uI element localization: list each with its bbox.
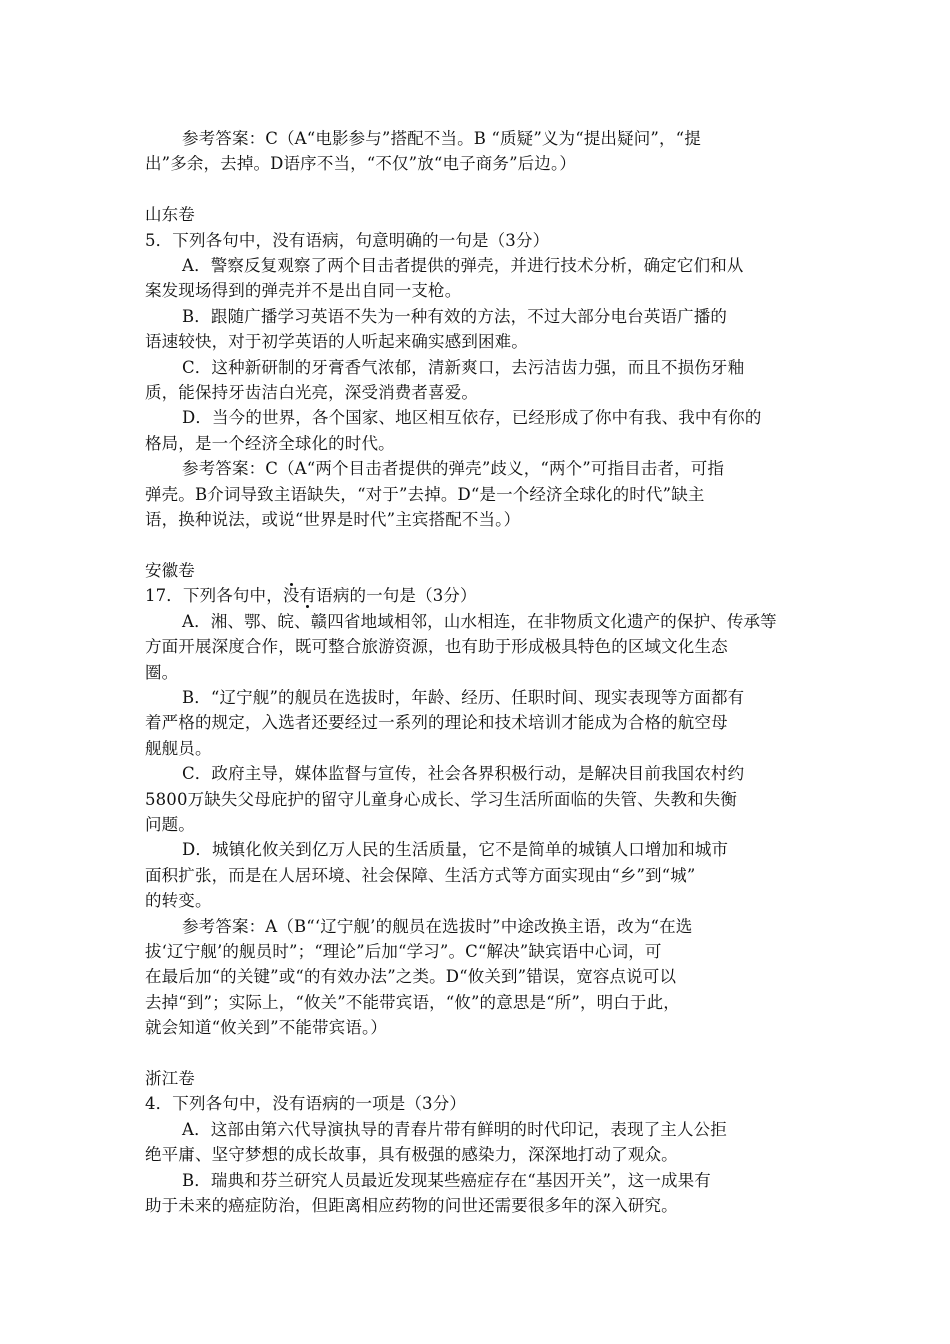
anhui-question-prefix: 17．下列各句中，: [145, 586, 283, 606]
shandong-option-c-line-1: C．这种新研制的牙膏香气浓郁，清新爽口，去污洁齿力强，而且不损伤牙釉: [182, 357, 745, 377]
zhejiang-option-b-line-2: 助于未来的癌症防治，但距离相应药物的问世还需要很多年的深入研究。: [145, 1196, 678, 1216]
shandong-answer-line-2: 弹壳。B介词导致主语缺失，“对于”去掉。D“是一个经济全球化的时代”缺主: [145, 484, 705, 504]
spacer: [145, 177, 815, 202]
anhui-option-b-line-1: B．“辽宁舰”的舰员在选拔时，年龄、经历、任职时间、现实表现等方面都有: [182, 687, 745, 707]
spacer: [145, 1041, 815, 1066]
zhejiang-heading: 浙江卷: [145, 1068, 195, 1088]
anhui-answer-line-1: 参考答案：A（B“‘辽宁舰’的舰员在选拔时”中途改换主语，改为“在选: [182, 916, 693, 936]
anhui-option-a-line-1: A．湘、鄂、皖、赣四省地域相邻，山水相连，在非物质文化遗产的保护、传承等: [182, 611, 777, 631]
shandong-option-a-line-1: A．警察反复观察了两个目击者提供的弹壳，并进行技术分析，确定它们和从: [182, 256, 744, 276]
anhui-option-c-line-2: 5800万缺失父母庇护的留守儿童身心成长、学习生活所面临的失管、失教和失衡: [145, 789, 738, 809]
anhui-option-a-line-2: 方面开展深度合作，既可整合旅游资源，也有助于形成极具特色的区域文化生态: [145, 637, 728, 657]
anhui-option-d-line-3: 的转变。: [145, 891, 212, 911]
anhui-option-c-line-3: 问题。: [145, 814, 195, 834]
shandong-option-b-line-2: 语速较快，对于初学英语的人听起来确实感到困难。: [145, 332, 528, 352]
shandong-option-a-line-2: 案发现场得到的弹壳并不是出自同一支枪。: [145, 281, 462, 301]
intro-answer-line-1: 参考答案：C（A“电影参与”搭配不当。B “质疑”义为“提出疑问”，“提: [182, 129, 701, 148]
emphasis-dot-char: 有: [299, 586, 317, 606]
anhui-heading: 安徽卷: [145, 560, 195, 580]
anhui-option-d-line-2: 面积扩张，而是在人居环境、社会保障、生活方式等方面实现由“乡”到“城”: [145, 865, 696, 885]
anhui-option-d-line-1: D．城镇化攸关到亿万人民的生活质量，它不是简单的城镇人口增加和城市: [182, 840, 729, 860]
zhejiang-option-a-line-1: A．这部由第六代导演执导的青春片带有鲜明的时代印记，表现了主人公拒: [182, 1119, 727, 1139]
shandong-option-d-line-1: D．当今的世界，各个国家、地区相互依存，已经形成了你中有我、我中有你的: [182, 408, 762, 428]
zhejiang-option-a-line-2: 绝平庸、坚守梦想的成长故事，具有极强的感染力，深深地打动了观众。: [145, 1145, 678, 1165]
document-page: [145, 126, 815, 1218]
shandong-option-d-line-2: 格局，是一个经济全球化的时代。: [145, 433, 395, 453]
anhui-option-b-line-2: 着严格的规定，入选者还要经过一系列的理论和技术培训才能成为合格的航空母: [145, 713, 728, 733]
anhui-answer-line-3: 在最后加“的关键”或“的有效办法”之类。D“攸关到”错误，宽容点说可以: [145, 967, 677, 987]
anhui-option-c-line-1: C．政府主导，媒体监督与宣传，社会各界积极行动，是解决目前我国农村约: [182, 764, 745, 784]
shandong-answer-line-3: 语，换种说法，或说“世界是时代”主宾搭配不当。）: [145, 510, 521, 530]
anhui-answer-line-4: 去掉“到”；实际上，“攸关”不能带宾语，“攸”的意思是“所”，明白于此，: [145, 992, 680, 1012]
shandong-heading: 山东卷: [145, 205, 195, 225]
intro-answer-line-2: 出”多余，去掉。D语序不当，“不仅”放“电子商务”后边。）: [145, 154, 577, 174]
shandong-option-b-line-1: B．跟随广播学习英语不失为一种有效的方法，不过大部分电台英语广播的: [182, 306, 728, 326]
anhui-option-b-line-3: 舰舰员。: [145, 738, 212, 758]
zhejiang-question: 4．下列各句中，没有语病的一项是（3分）: [145, 1094, 466, 1114]
anhui-question-suffix: 语病的一句是（3分）: [316, 586, 477, 606]
emphasis-dot-char: 没: [282, 586, 300, 606]
anhui-answer-line-2: 拔‘辽宁舰’的舰员时”；“理论”后加“学习”。C“解决”缺宾语中心词，可: [145, 941, 662, 961]
spacer: [145, 532, 815, 557]
anhui-question: [145, 583, 815, 608]
anhui-answer-line-5: 就会知道“攸关到”不能带宾语。）: [145, 1018, 388, 1038]
shandong-option-c-line-2: 质，能保持牙齿洁白光亮，深受消费者喜爱。: [145, 383, 478, 403]
shandong-question: 5．下列各句中，没有语病，句意明确的一句是（3分）: [145, 230, 550, 250]
zhejiang-option-b-line-1: B．瑞典和芬兰研究人员最近发现某些癌症存在“基因开关”，这一成果有: [182, 1170, 711, 1190]
shandong-answer-line-1: 参考答案：C（A“两个目击者提供的弹壳”歧义，“两个”可指目击者，可指: [182, 459, 725, 479]
anhui-option-a-line-3: 圈。: [145, 662, 179, 682]
